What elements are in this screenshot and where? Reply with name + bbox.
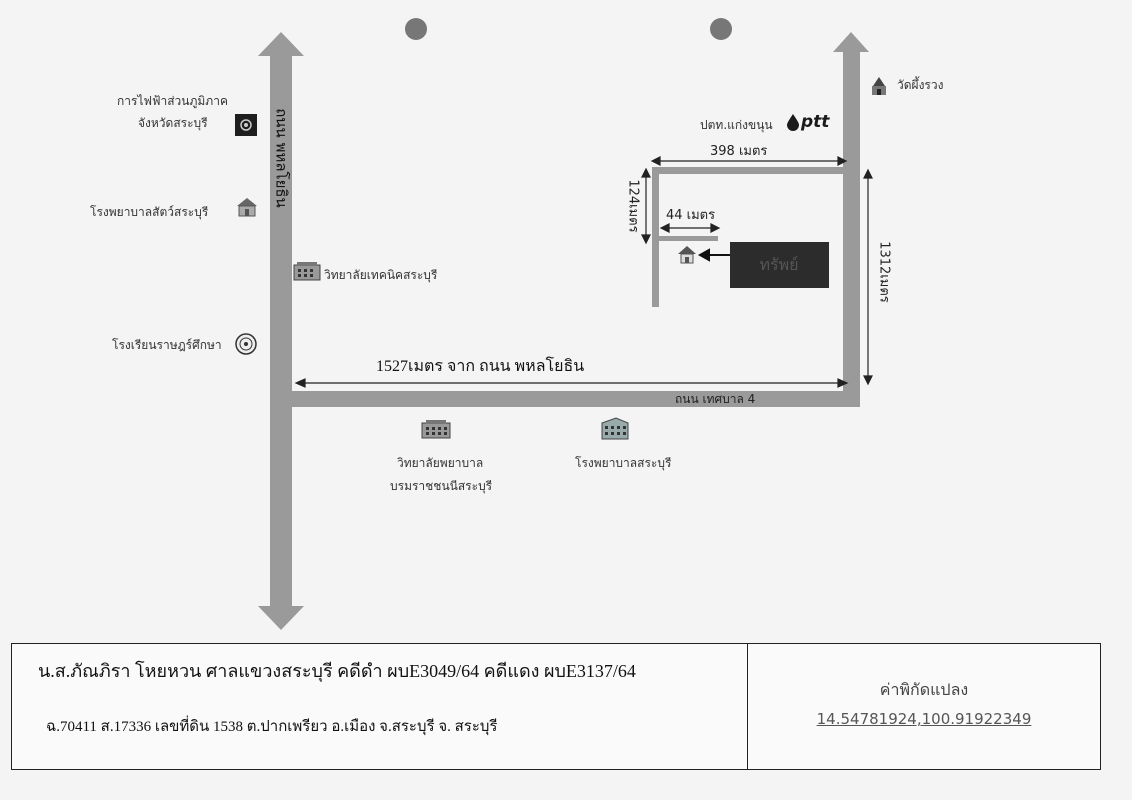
hospital-icon	[600, 415, 630, 441]
pea-label-line2: จังหวัดสระบุรี	[138, 116, 208, 130]
hospital-label: โรงพยาบาลสระบุรี	[575, 456, 672, 470]
road-phahonyothin-label: ถนน พหลโยธิน	[272, 108, 291, 208]
road-arrow-south	[258, 606, 304, 630]
distance-124-label: 124เมตร	[625, 179, 641, 233]
target-property-label: ทรัพย์	[759, 255, 799, 274]
info-left-cell	[12, 644, 748, 769]
tech-college-label: วิทยาลัยเทคนิคสระบุรี	[324, 268, 438, 282]
dimension-124	[642, 169, 650, 243]
vet-hospital-label: โรงพยาบาลสัตว์สระบุรี	[90, 205, 209, 219]
school-label: โรงเรียนราษฎร์ศึกษา	[112, 338, 222, 352]
temple-label: วัดผึ้งรวง	[897, 78, 944, 92]
nursing-college-icon	[421, 418, 451, 440]
tech-college-icon	[293, 260, 321, 282]
road-municipal-label: ถนน เทศบาล 4	[675, 392, 756, 406]
road-right-arrow	[833, 32, 869, 52]
vet-hospital-icon	[235, 196, 259, 218]
distance-398-label: 398 เมตร	[710, 144, 768, 159]
target-arrow	[700, 250, 730, 260]
punch-hole-right	[710, 18, 732, 40]
distance-44-label: 44 เมตร	[666, 208, 716, 223]
road-municipal-4	[290, 391, 860, 407]
pea-logo-icon	[235, 114, 257, 136]
deed-line: ฉ.70411 ส.17336 เลขที่ดิน 1538 ต.ปากเพรียว อ.เมือง จ.สระบุรี จ. สระบุรี	[46, 719, 498, 735]
road-right	[843, 52, 860, 407]
dimension-1312	[864, 170, 872, 384]
school-logo-icon	[235, 333, 257, 355]
ptt-station-label: ปตท.แก่งขนุน	[700, 118, 773, 132]
distance-1312-label: 1312เมตร	[876, 241, 892, 303]
ptt-drop-icon	[786, 113, 800, 131]
nursing-college-label-line1: วิทยาลัยพยาบาล	[397, 456, 484, 470]
soi-horizontal	[652, 167, 844, 174]
ptt-logo-text: ptt	[801, 112, 830, 132]
nursing-college-label-line2: บรมราชชนนีสระบุรี	[390, 479, 493, 493]
dimension-1527	[296, 379, 847, 387]
punch-hole-left	[405, 18, 427, 40]
soi-branch	[652, 236, 718, 241]
case-line: น.ส.ภัณภิรา โหยหวน ศาลแขวงสระบุรี คดีดำ ผบE3049/64 คดีแดง ผบE3137/64	[38, 661, 636, 681]
coordinate-title: ค่าพิกัดแปลง	[879, 680, 969, 699]
temple-icon	[870, 76, 888, 96]
info-right-cell	[748, 644, 1100, 769]
distance-1527-label: 1527เมตร จาก ถนน พหลโยธิน	[376, 358, 585, 375]
house-icon	[676, 244, 698, 266]
info-table	[11, 643, 1101, 770]
pea-label-line1: การไฟฟ้าส่วนภูมิภาค	[117, 94, 228, 108]
dimension-44	[661, 224, 719, 232]
road-arrow-north	[258, 32, 304, 56]
coordinate-value[interactable]: 14.54781924,100.91922349	[816, 710, 1032, 728]
